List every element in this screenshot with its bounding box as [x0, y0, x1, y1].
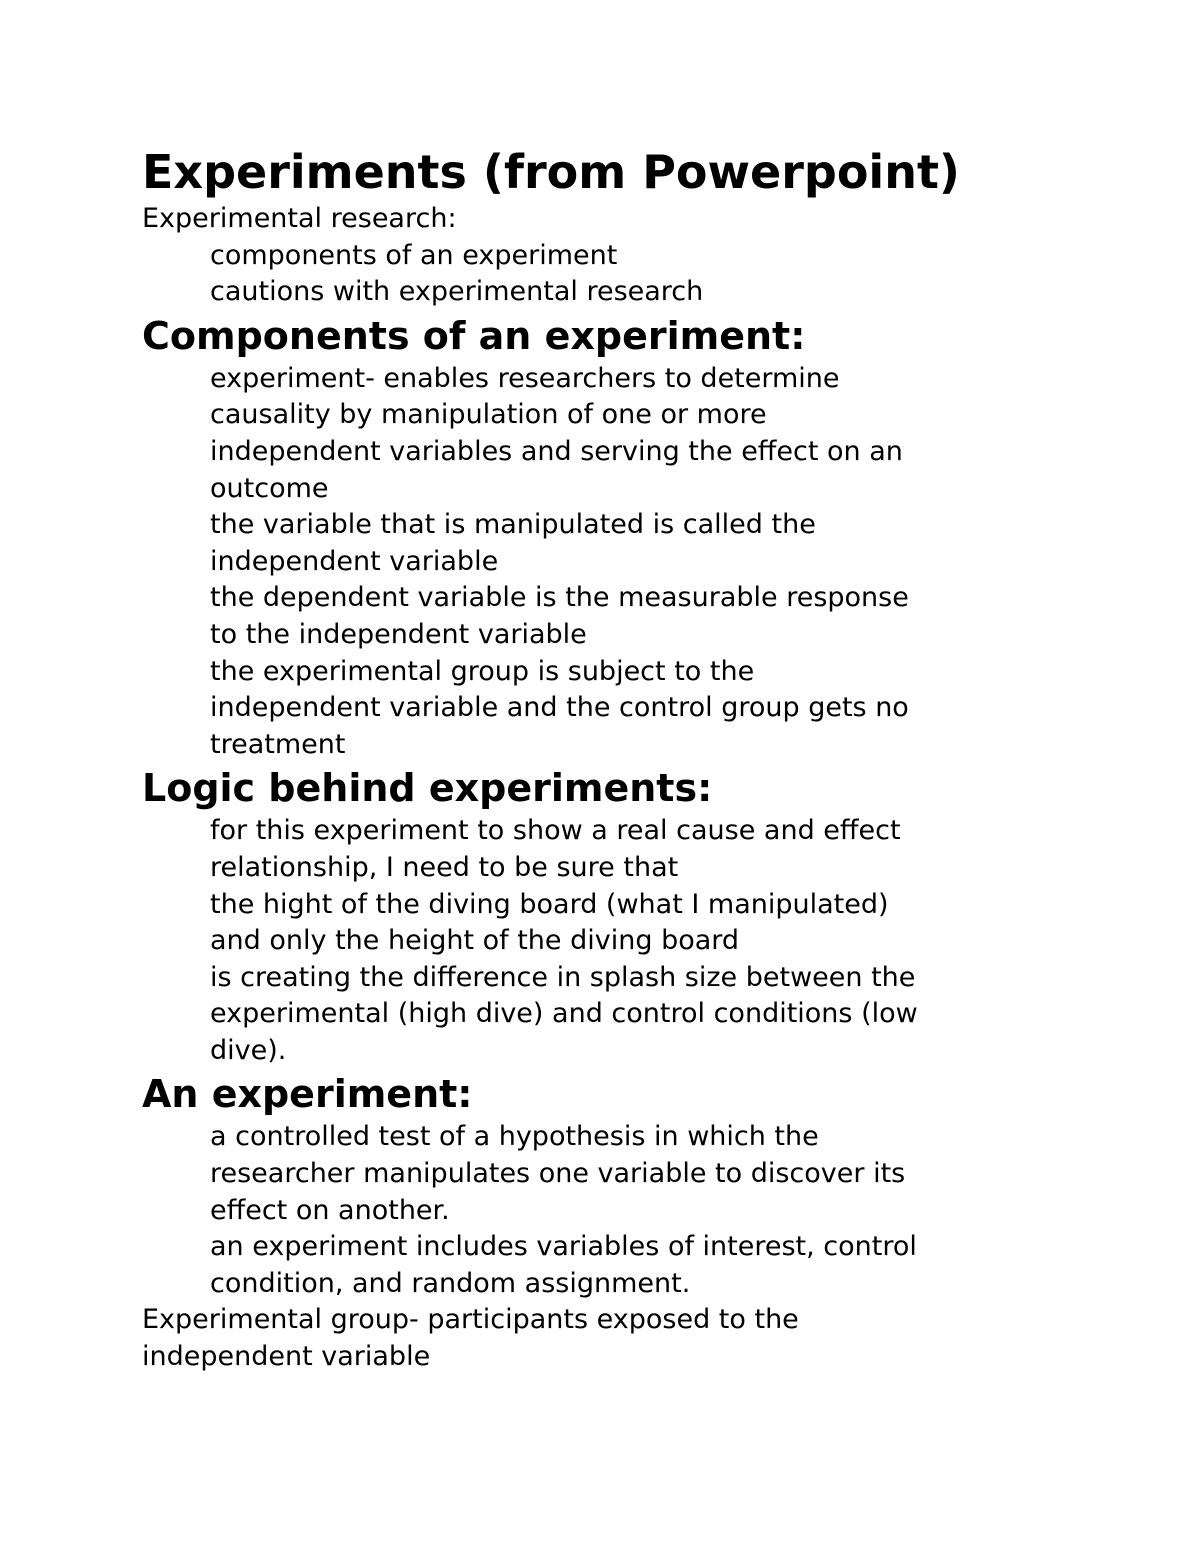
body-line: a controlled test of a hypothesis in which the	[210, 1121, 819, 1153]
document-title: Experiments (from Powerpoint)	[142, 145, 960, 199]
body-line: outcome	[210, 472, 329, 504]
intro-item: cautions with experimental research	[210, 276, 704, 308]
section-heading-components: Components of an experiment:	[142, 313, 806, 358]
body-line: the dependent variable is the measurable response	[210, 582, 909, 614]
body-line: experiment- enables researchers to determine	[210, 362, 840, 394]
section-heading-an-experiment: An experiment:	[142, 1072, 473, 1117]
body-line: independent variable	[210, 545, 499, 577]
body-line: for this experiment to show a real cause and effect	[210, 815, 901, 847]
body-line: the hight of the diving board (what I manipulated)	[210, 888, 889, 920]
closing-line: independent variable	[142, 1341, 431, 1373]
body-line: an experiment includes variables of interest, control	[210, 1231, 917, 1263]
body-line: independent variable and the control group gets no	[210, 692, 909, 724]
body-line: effect on another.	[210, 1194, 450, 1226]
body-line: dive).	[210, 1034, 287, 1066]
body-line: independent variables and serving the effect on an	[210, 435, 903, 467]
body-line: and only the height of the diving board	[210, 925, 740, 957]
body-line: causality by manipulation of one or more	[210, 399, 767, 431]
document-page	[142, 143, 1062, 1376]
closing-line: Experimental group- participants exposed to the	[142, 1304, 799, 1336]
body-line: to the independent variable	[210, 618, 587, 650]
body-line: relationship, I need to be sure that	[210, 851, 679, 883]
section-heading-logic: Logic behind experiments:	[142, 766, 713, 811]
body-line: treatment	[210, 728, 346, 760]
body-line: researcher manipulates one variable to discover its	[210, 1158, 906, 1190]
intro-item: components of an experiment	[210, 239, 618, 271]
body-line: is creating the difference in splash size between the	[210, 961, 916, 993]
body-line: the experimental group is subject to the	[210, 655, 755, 687]
body-line: the variable that is manipulated is called the	[210, 509, 816, 541]
intro-label: Experimental research:	[142, 203, 457, 234]
body-line: condition, and random assignment.	[210, 1267, 691, 1299]
body-line: experimental (high dive) and control conditions (low	[210, 998, 918, 1030]
